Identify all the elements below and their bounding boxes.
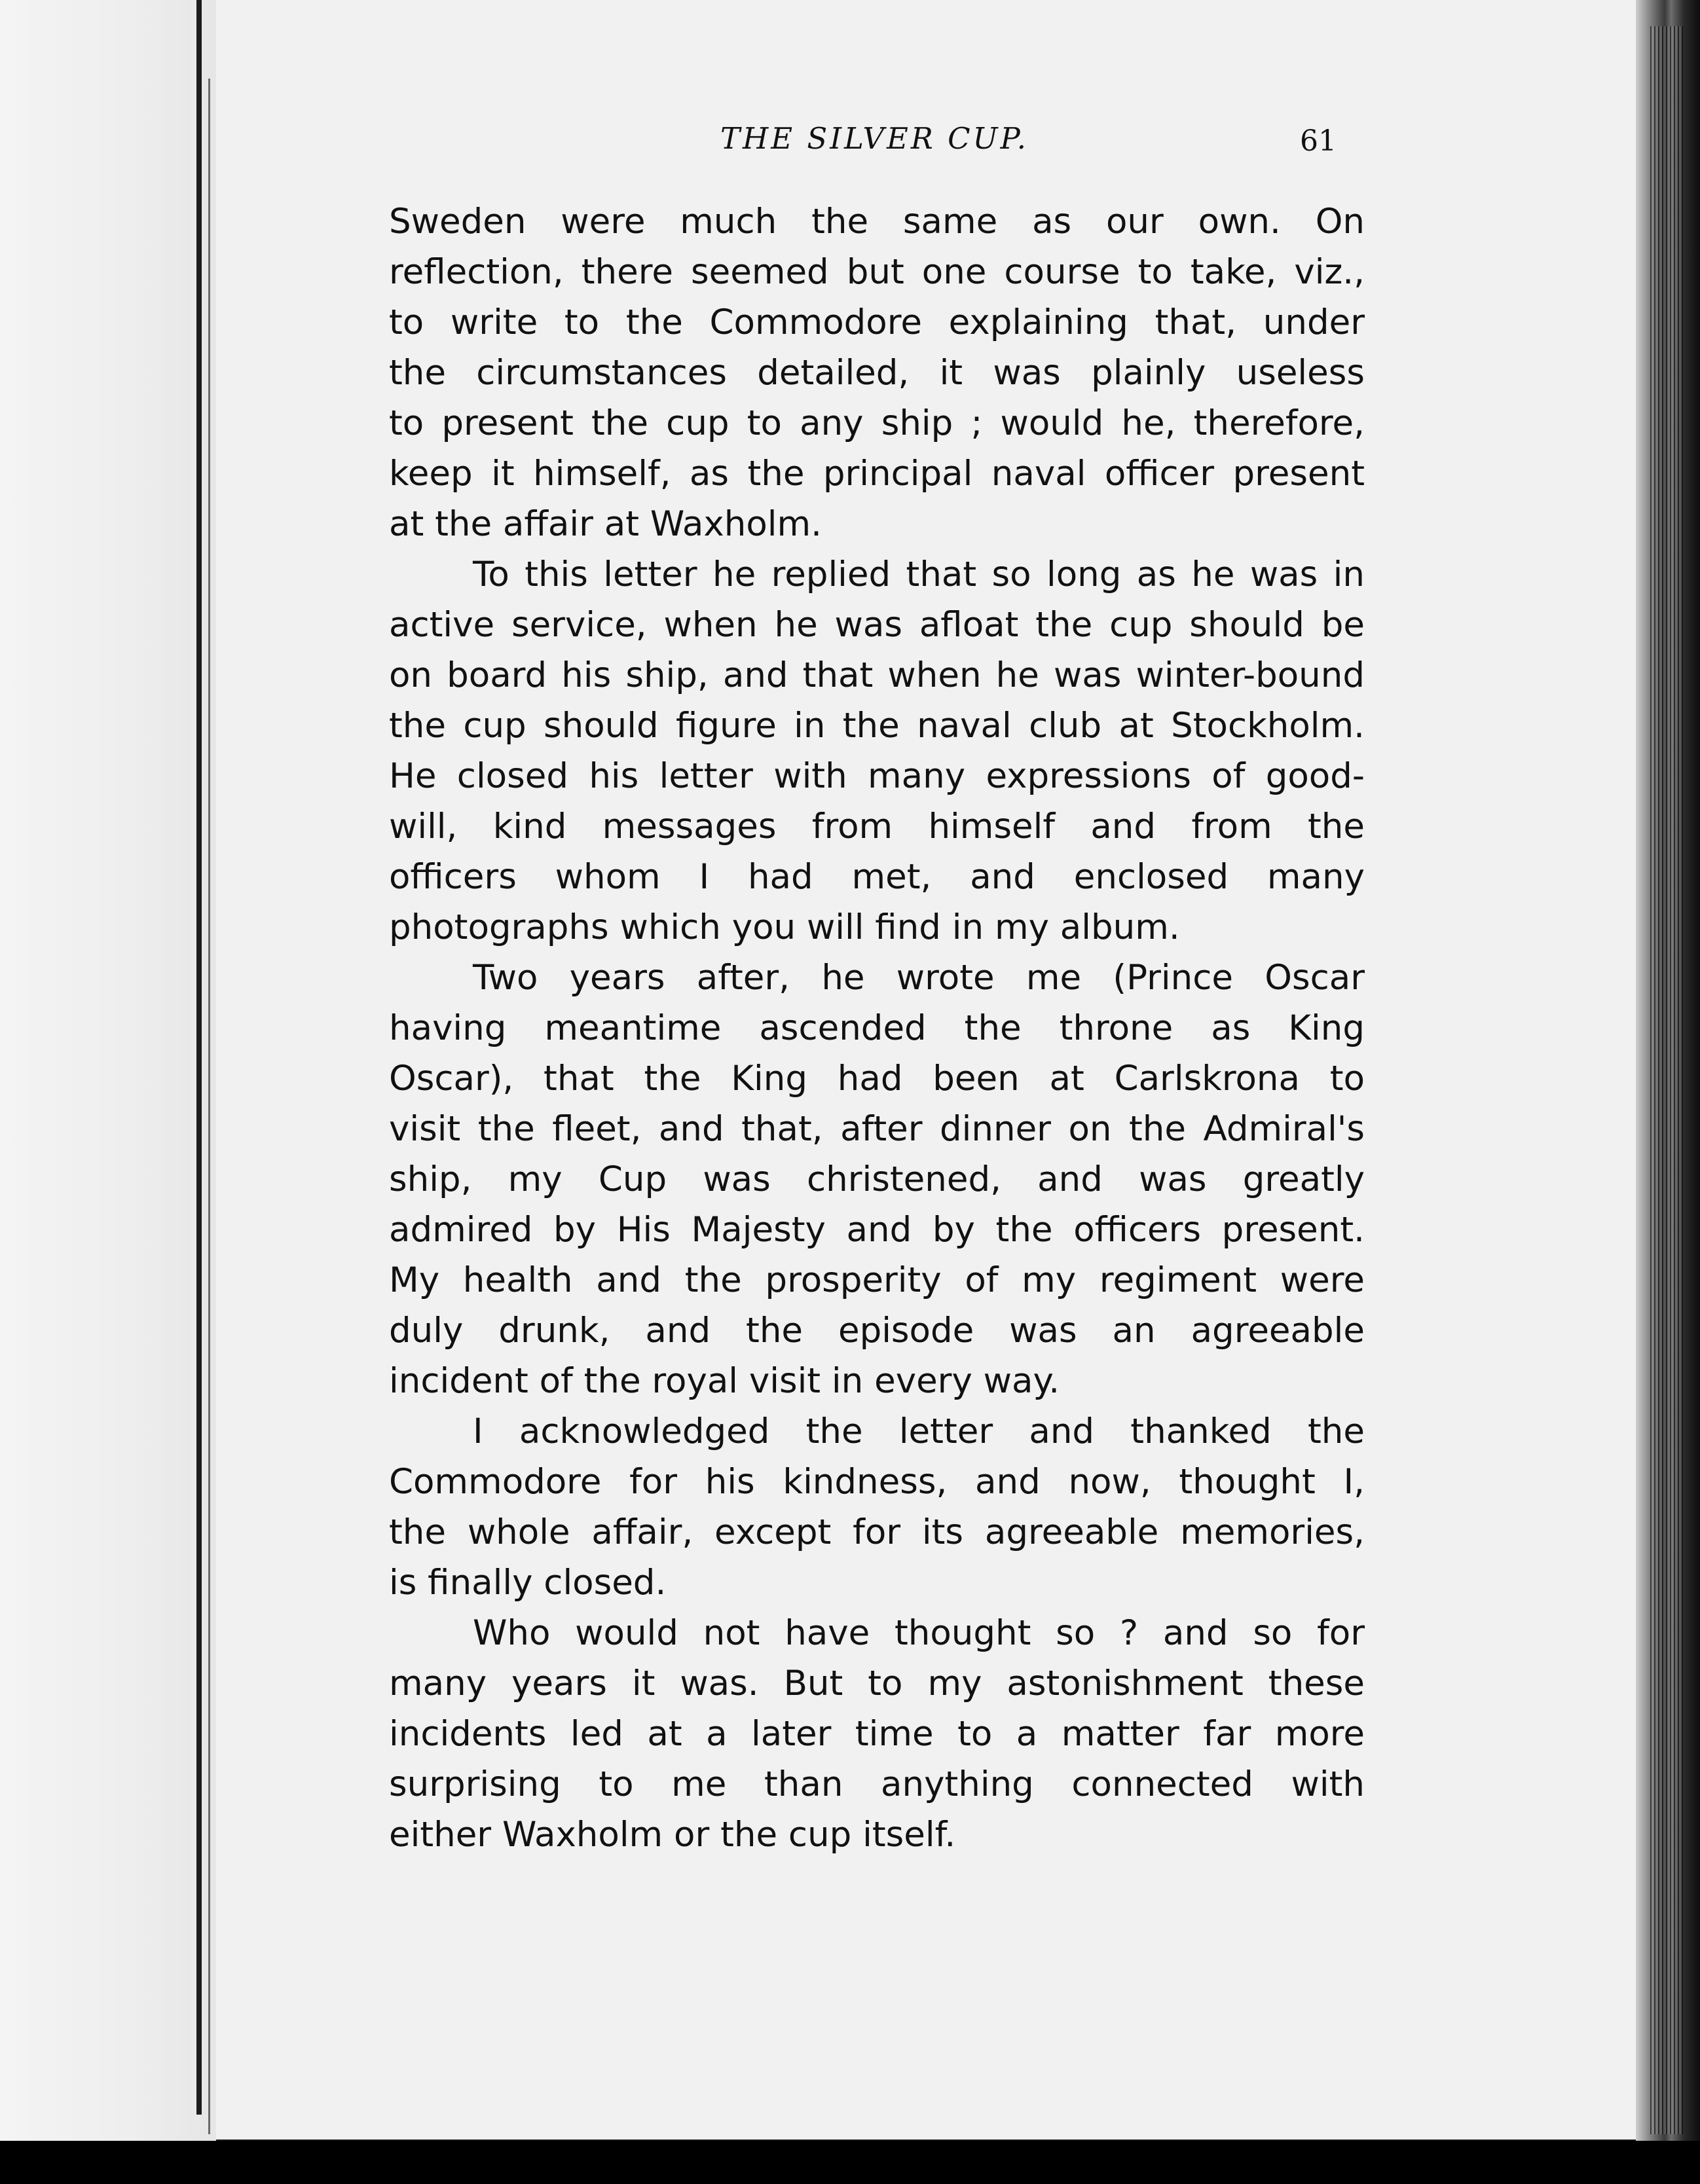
body-text [389,196,1365,1860]
text-line: at the affair at Waxholm. [389,504,822,544]
paragraph-first-line: Who would not have thought so ? and so for [473,1613,1365,1653]
page-stack-lines [1650,26,1683,2134]
paragraph-first-line: To this letter he replied that so long as he was in [473,555,1365,594]
text-line: duly drunk, and the episode was an agreeable [389,1311,1365,1351]
text-line: to present the cup to any ship ; would he, therefore, [389,403,1365,443]
text-line: the circumstances detailed, it was plainly useless [389,353,1365,393]
gutter-line [208,79,210,2134]
text-line: incident of the royal visit in every way. [389,1361,1060,1401]
text-line: many years it was. But to my astonishment these [389,1664,1365,1703]
text-line: Commodore for his kindness, and now, thought I, [389,1462,1365,1502]
text-line: Oscar), that the King had been at Carlskrona to [389,1059,1365,1099]
text-line: keep it himself, as the principal naval officer present [389,454,1365,494]
text-line: reflection, there seemed but one course to take, viz., [389,252,1365,292]
text-line: active service, when he was afloat the cup should be [389,605,1365,645]
text-line: to write to the Commodore explaining that, under [389,302,1365,342]
text-line: incidents led at a later time to a matter far more [389,1714,1365,1754]
text-line: the whole affair, except for its agreeable memories, [389,1512,1365,1552]
text-line: having meantime ascended the throne as King [389,1008,1365,1048]
text-line: admired by His Majesty and by the officers present. [389,1210,1365,1250]
text-line: photographs which you will find in my album. [389,907,1180,947]
scan-bottom-border [0,2141,1700,2184]
paragraph-first-line: Two years after, he wrote me (Prince Oscar [473,958,1365,998]
text-line: He closed his letter with many expressions of good- [389,756,1365,796]
text-line: is finally closed. [389,1563,667,1603]
text-line: the cup should figure in the naval club at Stockholm. [389,706,1365,746]
text-line: My health and the prosperity of my regiment were [389,1260,1365,1300]
facing-page-edge [0,0,216,2141]
running-title: THE SILVER CUP. [720,121,1029,156]
text-line: officers whom I had met, and enclosed many [389,857,1365,897]
text-line: on board his ship, and that when he was winter-bound [389,655,1365,695]
paragraph-first-line: I acknowledged the letter and thanked the [473,1411,1365,1451]
text-line: visit the fleet, and that, after dinner on the Admiral's [389,1109,1365,1149]
page-number: 61 [1300,124,1337,158]
text-line: either Waxholm or the cup itself. [389,1815,956,1855]
text-line: surprising to me than anything connected with [389,1764,1365,1804]
text-line: Sweden were much the same as our own. On [389,202,1365,242]
text-line: will, kind messages from himself and from the [389,807,1365,846]
text-line: ship, my Cup was christened, and was greatly [389,1159,1365,1199]
gutter-shadow [196,0,202,2115]
